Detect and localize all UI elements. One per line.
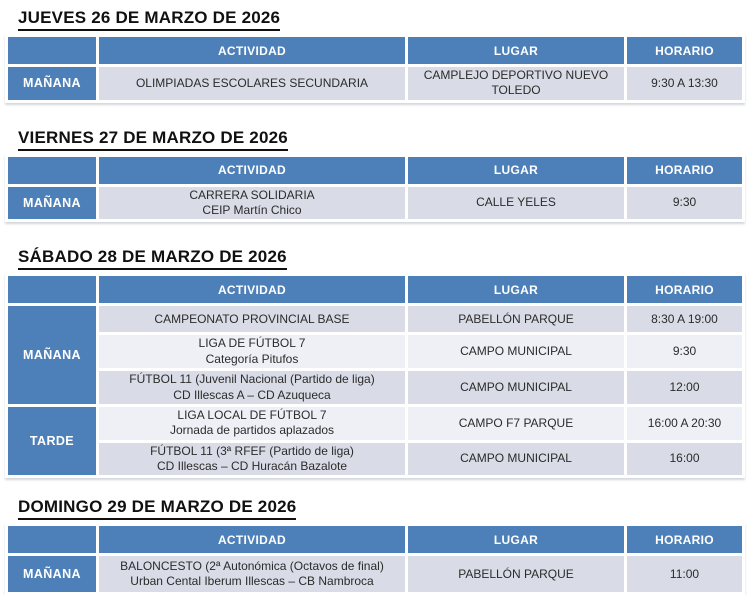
day-section-viernes <box>5 128 745 223</box>
activity-line: LIGA DE FÚTBOL 7 <box>198 336 306 351</box>
activity-line: OLIMPIADAS ESCOLARES SECUNDARIA <box>135 75 369 90</box>
col-header-actividad: ACTIVIDAD <box>99 157 405 184</box>
schedule-table-jueves <box>5 34 745 103</box>
corner-cell <box>8 37 96 64</box>
day-section-jueves <box>5 8 745 103</box>
table-row <box>8 306 742 332</box>
corner-cell <box>8 157 96 184</box>
activity-cell <box>99 443 405 476</box>
col-header-actividad: ACTIVIDAD <box>99 37 405 64</box>
activity-cell <box>99 371 405 404</box>
day-title-domingo: DOMINGO 29 DE MARZO DE 2026 <box>18 497 296 520</box>
table-row <box>8 443 742 476</box>
activity-cell <box>99 187 405 220</box>
table-row <box>8 187 742 220</box>
col-header-horario: HORARIO <box>627 526 742 553</box>
activity-line: BALONCESTO (2ª Autonómica (Octavos de final) <box>120 558 384 573</box>
col-header-horario: HORARIO <box>627 276 742 303</box>
header-row <box>8 276 742 303</box>
place-cell: CAMPLEJO DEPORTIVO NUEVO TOLEDO <box>408 67 624 100</box>
time-cell: 8:30 A 19:00 <box>627 306 742 332</box>
activity-line: CD Illescas – CD Huracán Bazalote <box>156 458 348 473</box>
activity-line: CD Illescas A – CD Azuqueca <box>173 387 331 402</box>
activity-line: LIGA LOCAL DE FÚTBOL 7 <box>177 407 327 422</box>
schedule-table-sabado <box>5 273 745 478</box>
time-cell: 9:30 A 13:30 <box>627 67 742 100</box>
activity-line: Categoría Pitufos <box>205 351 299 366</box>
col-header-actividad: ACTIVIDAD <box>99 276 405 303</box>
day-section-sabado <box>5 247 745 478</box>
activity-line: FÚTBOL 11 (Juvenil Nacional (Partido de liga) <box>129 372 375 387</box>
activity-cell <box>99 407 405 440</box>
period-cell-manana: MAÑANA <box>8 306 96 403</box>
day-title-viernes: VIERNES 27 DE MARZO DE 2026 <box>18 128 288 151</box>
activity-line: CARRERA SOLIDARIA <box>189 187 315 202</box>
activity-line: CEIP Martín Chico <box>202 203 302 218</box>
header-row <box>8 37 742 64</box>
period-cell-tarde: TARDE <box>8 407 96 475</box>
table-row <box>8 556 742 592</box>
time-cell: 12:00 <box>627 371 742 404</box>
col-header-horario: HORARIO <box>627 37 742 64</box>
col-header-lugar: LUGAR <box>408 526 624 553</box>
time-cell: 16:00 A 20:30 <box>627 407 742 440</box>
day-title-sabado: SÁBADO 28 DE MARZO DE 2026 <box>18 247 287 270</box>
time-cell: 9:30 <box>627 187 742 220</box>
place-cell: PABELLÓN PARQUE <box>408 556 624 592</box>
table-row <box>8 371 742 404</box>
schedule-table-viernes <box>5 154 745 223</box>
col-header-actividad: ACTIVIDAD <box>99 526 405 553</box>
header-row <box>8 526 742 553</box>
col-header-horario: HORARIO <box>627 157 742 184</box>
place-cell: CAMPO MUNICIPAL <box>408 443 624 476</box>
activity-cell <box>99 306 405 332</box>
activity-cell <box>99 556 405 592</box>
activity-line: FÚTBOL 11 (3ª RFEF (Partido de liga) <box>150 443 354 458</box>
corner-cell <box>8 276 96 303</box>
place-cell: CAMPO MUNICIPAL <box>408 371 624 404</box>
table-row <box>8 67 742 100</box>
day-section-domingo <box>5 497 745 595</box>
period-cell: MAÑANA <box>8 556 96 592</box>
time-cell: 11:00 <box>627 556 742 592</box>
activity-line: CAMPEONATO PROVINCIAL BASE <box>154 311 350 326</box>
col-header-lugar: LUGAR <box>408 37 624 64</box>
period-cell: MAÑANA <box>8 187 96 220</box>
activity-cell <box>99 335 405 368</box>
period-cell: MAÑANA <box>8 67 96 100</box>
place-cell: CAMPO MUNICIPAL <box>408 335 624 368</box>
activity-line: Urban Cental Iberum Illescas – CB Nambroca <box>130 574 374 589</box>
activity-cell <box>99 67 405 100</box>
time-cell: 9:30 <box>627 335 742 368</box>
day-title-jueves: JUEVES 26 DE MARZO DE 2026 <box>18 8 280 31</box>
header-row <box>8 157 742 184</box>
corner-cell <box>8 526 96 553</box>
place-cell: CAMPO F7 PARQUE <box>408 407 624 440</box>
schedule-table-domingo <box>5 523 745 595</box>
place-cell: PABELLÓN PARQUE <box>408 306 624 332</box>
table-row <box>8 407 742 440</box>
time-cell: 16:00 <box>627 443 742 476</box>
col-header-lugar: LUGAR <box>408 157 624 184</box>
activity-line: Jornada de partidos aplazados <box>169 423 335 438</box>
place-cell: CALLE YELES <box>408 187 624 220</box>
col-header-lugar: LUGAR <box>408 276 624 303</box>
table-row <box>8 335 742 368</box>
